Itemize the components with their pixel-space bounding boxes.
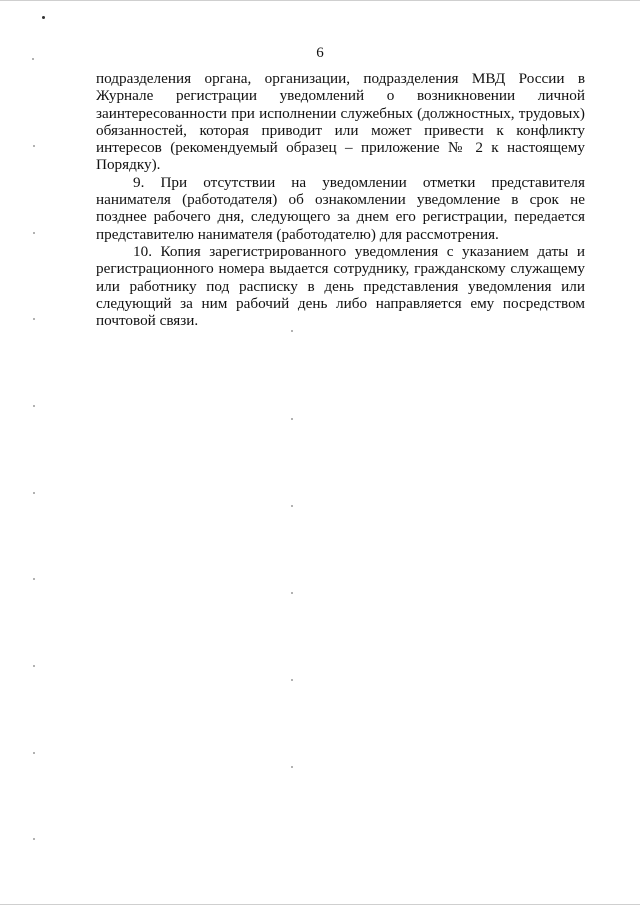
scan-artifact-dot: [33, 145, 35, 147]
scan-artifact-dot: [291, 592, 293, 594]
paragraph-item-10: 10. Копия зарегистрированного уведомления с указанием даты и регистрационного номера выдается сотруднику, гражданскому служащему или работнику под расписку в день представления уведомления или следующий за ним рабочий день либо направляется ему посредством почтовой связи.: [96, 242, 585, 330]
scan-artifact-dot: [33, 232, 35, 234]
scan-artifact-dot: [33, 405, 35, 407]
scan-artifact-dot: [291, 418, 293, 420]
scan-artifact-dot: [32, 58, 34, 60]
scan-artifact-dot: [33, 838, 35, 840]
scan-artifact-dot: [291, 679, 293, 681]
paragraph-item-9: 9. При отсутствии на уведомлении отметки представителя нанимателя (работодателя) об ознакомлении уведомление в срок не позднее рабочего дня, следующего за днем его регистрации, передается представителю нанимателя (работодателю) для рассмотрения.: [96, 173, 585, 243]
scan-top-edge: [0, 0, 640, 1]
scan-artifact-dot: [291, 766, 293, 768]
scan-artifact-dot: [33, 318, 35, 320]
document-body: [96, 70, 585, 329]
scan-artifact-dot: [291, 505, 293, 507]
scan-artifact-dot: [33, 578, 35, 580]
paragraph-1-continuation: подразделения органа, организации, подразделения МВД России в Журнале регистрации уведомлений о возникновении личной заинтересованности при исполнении служебных (должностных, трудовых) обязанностей, которая приводит или может привести к конфликту интересов (рекомендуемый образец – приложение № 2 к настоящему Порядку).: [96, 70, 585, 174]
scan-artifact-dot: [291, 330, 293, 332]
scan-artifact-dot: [33, 665, 35, 667]
scan-artifact-dot: [33, 492, 35, 494]
page-number: 6: [316, 45, 324, 61]
scan-artifact-dot: [33, 752, 35, 754]
scan-artifact-dot: [42, 16, 45, 19]
